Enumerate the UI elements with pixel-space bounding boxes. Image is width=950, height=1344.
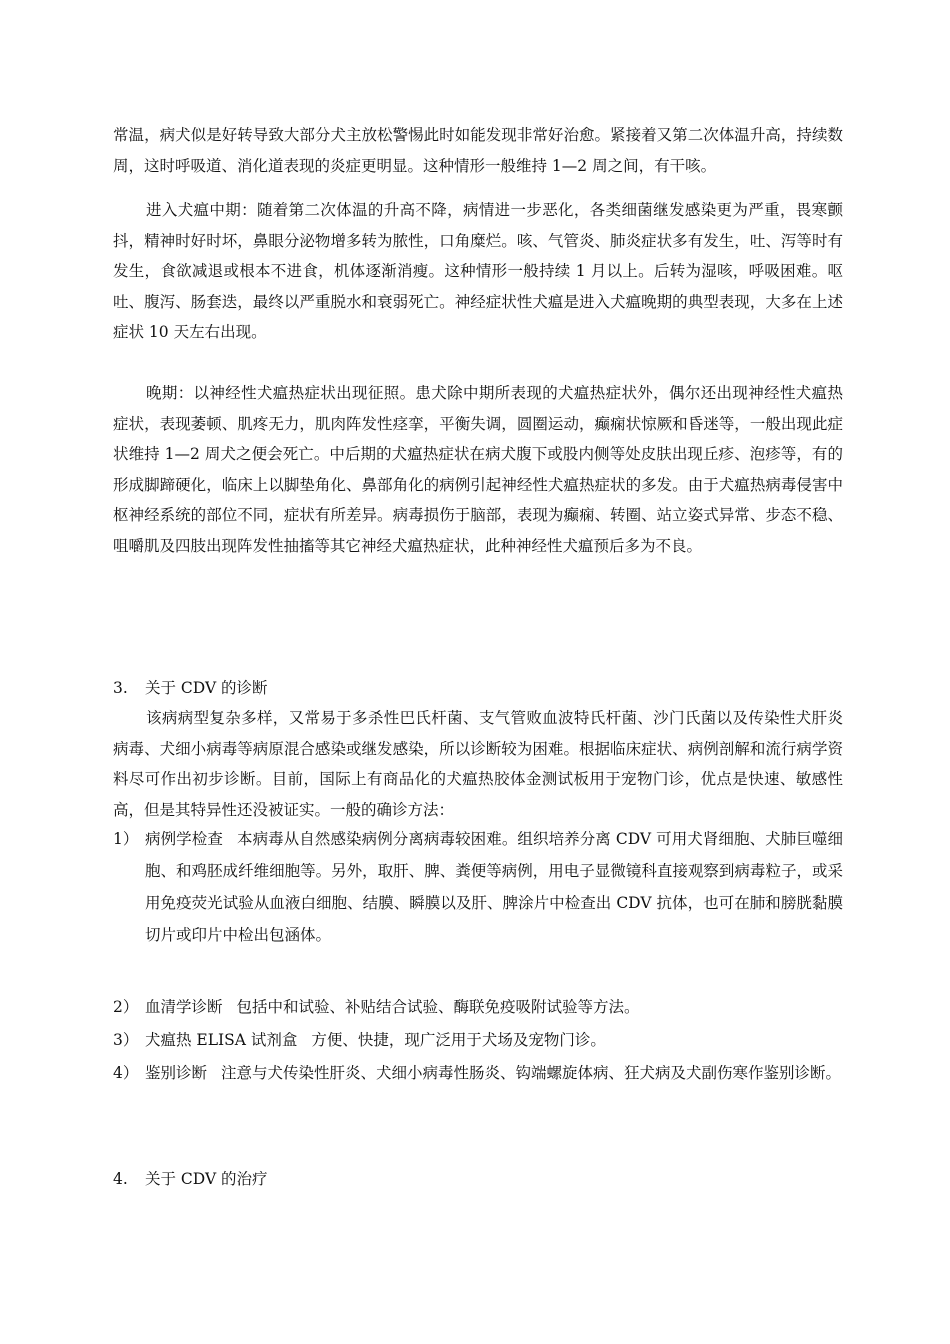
list-item [113,991,843,1023]
list-item-text: 注意与犬传染性肝炎、犬细小病毒性肠炎、钩端螺旋体病、狂犬病及犬副伤寒作鉴别诊断。 [221,1064,842,1082]
section-4-heading [113,1167,268,1191]
list-item [113,823,843,951]
list-marker: 4） [113,1064,139,1082]
paragraph-early-stage-end: 常温，病犬似是好转导致大部分犬主放松警惕此时如能发现非常好治愈。紧接着又第二次体温升高，持续数周，这时呼吸道、消化道表现的炎症更明显。这种情形一般维持 1—2 周之间，有干咳。 [113,126,843,175]
list-item-text: 包括中和试验、补贴结合试验、酶联免疫吸附试验等方法。 [236,998,640,1016]
list-marker: 2） [113,998,139,1016]
section-3-title: 关于 CDV 的诊断 [145,679,268,697]
list-item-term: 血清学诊断 [145,998,223,1016]
list-item-term: 鉴别诊断 [145,1064,208,1082]
section-3-number: 3. [113,679,128,697]
list-marker: 3） [113,1031,139,1049]
list-item [113,1057,843,1089]
paragraph-late-stage: 晚期：以神经性犬瘟热症状出现征照。患犬除中期所表现的犬瘟热症状外，偶尔还出现神经性犬瘟热症状，表现萎顿、肌疼无力，肌肉阵发性痉挛，平衡失调，圆圈运动，癫痫状惊厥和昏迷等，一般出现此症状维持 1—2 周犬之便会死亡。中后期的犬瘟热症状在病犬腹下或股内侧等处皮肤出现丘疹、泡疹等，有的形成脚蹄硬化，临床上以脚垫角化、鼻部角化的病例引起神经性犬瘟热症状的多发。由于犬瘟热病毒侵害中枢神经系统的部位不同，症状有所差异。病毒损伤于脑部，表现为癫痫、转圈、站立姿式异常、步态不稳、咀嚼肌及四肢出现阵发性抽搐等其它神经犬瘟热症状，此种神经性犬瘟预后多为不良。 [113,384,843,555]
section-4-title: 关于 CDV 的治疗 [145,1170,268,1188]
section-3-heading [113,676,268,700]
paragraph-middle-stage: 进入犬瘟中期：随着第二次体温的升高不降，病情进一步恶化，各类细菌继发感染更为严重，畏寒颤抖，精神时好时坏，鼻眼分泌物增多转为脓性，口角糜烂。咳、气管炎、肺炎症状多有发生，吐、泻等时有发生，食欲减退或根本不进食，机体逐渐消瘦。这种情形一般持续 1 月以上。后转为湿咳，呼吸困难。呕吐、腹泻、肠套迭，最终以严重脱水和衰弱死亡。神经症状性犬瘟是进入犬瘟晚期的典型表现，大多在上述症状 10 天左右出现。 [113,201,843,341]
list-item [113,1024,843,1056]
section-3-intro: 该病病型复杂多样，又常易于多杀性巴氏杆菌、支气管败血波特氏杆菌、沙门氏菌以及传染性犬肝炎病毒、犬细小病毒等病原混合感染或继发感染，所以诊断较为困难。根据临床症状、病例剖解和流行病学资料尽可作出初步诊断。目前，国际上有商品化的犬瘟热胶体金测试板用于宠物门诊，优点是快速、敏感性高，但是其特异性还没被证实。一般的确诊方法： [113,709,843,819]
list-item-text: 本病毒从自然感染病例分离病毒较困难。组织培养分离 CDV 可用犬肾细胞、犬肺巨噬细胞、和鸡胚成纤维细胞等。另外，取肝、脾、粪便等病例，用电子显微镜科直接观察到病毒粒子，或采用免疫荧光试验从血液白细胞、结膜、瞬膜以及肝、脾涂片中检查出 CDV 抗体，也可在肺和膀胱黏膜切片或印片中检出包涵体。 [145,830,843,944]
section-4-number: 4. [113,1170,128,1188]
list-item-term: 病例学检查 [145,830,223,848]
list-item-text: 方便、快捷，现广泛用于犬场及宠物门诊。 [311,1031,606,1049]
list-marker: 1） [113,830,139,848]
list-item-term: 犬瘟热 ELISA 试剂盒 [145,1031,298,1049]
